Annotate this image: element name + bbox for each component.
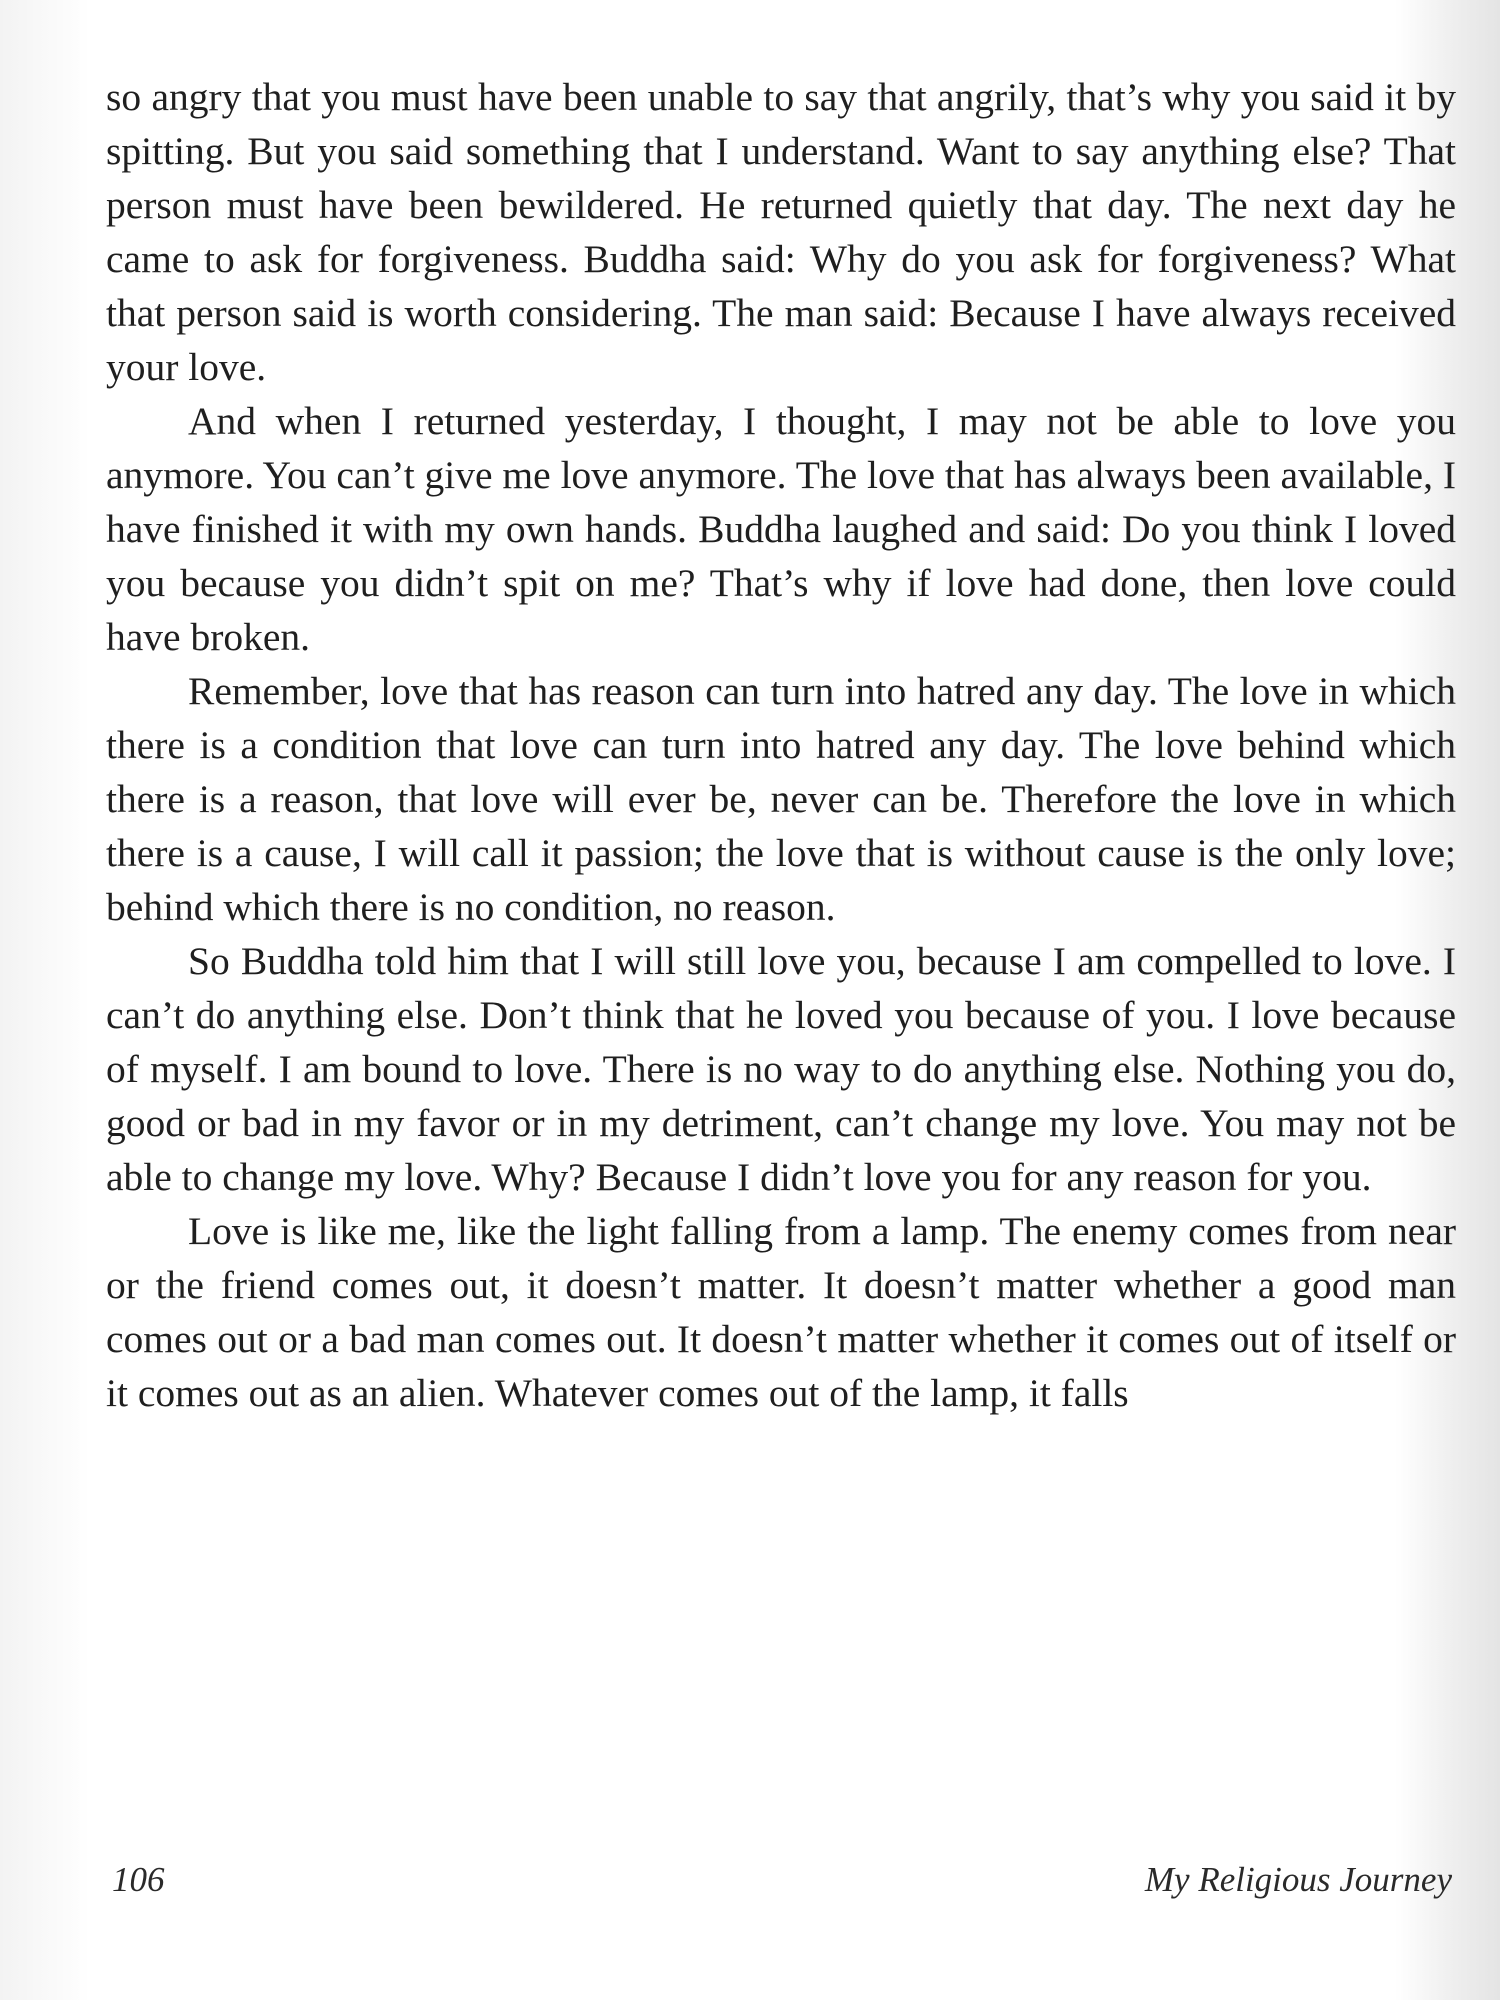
paragraph-5: Love is like me, like the light falling from a lamp. The enemy comes from near or the friend comes out, it doesn’t matter. It doesn’t matter whether a good man comes out or a bad man comes out. It doesn’t matter whether it comes out of itself or it comes out as an alien. Whatever comes out of the lamp, it falls: [106, 1209, 1456, 1415]
paragraph-1: so angry that you must have been unable to say that angrily, that’s why you said it by spitting. But you said something that I understand. Want to say anything else? That person must have been bewildered. He returned quietly that day. The next day he came to ask for forgiveness. Buddha said: Why do you ask for forgiveness? What that person said is worth considering. The man said: Because I have always received your love.: [106, 75, 1456, 389]
paragraph-2: And when I returned yesterday, I thought, I may not be able to love you anymore. You can’t give me love anymore. The love that has always been available, I have finished it with my own hands. Buddha laughed and said: Do you think I loved you because you didn’t spit on me? That’s why if love had done, then love could have broken.: [106, 399, 1456, 659]
running-title: My Religious Journey: [1144, 1860, 1452, 1899]
paragraph-3: Remember, love that has reason can turn into hatred any day. The love in which there is a condition that love can turn into hatred any day. The love behind which there is a reason, that love will ever be, never can be. Therefore the love in which there is a cause, I will call it passion; the love that is without cause is the only love; behind which there is no condition, no reason.: [106, 669, 1456, 929]
body-text: [106, 70, 1456, 1420]
page-number: 106: [112, 1860, 165, 1899]
paragraph-4: So Buddha told him that I will still love you, because I am compelled to love. I can’t do anything else. Don’t think that he loved you because of you. I love because of myself. I am bound to love. There is no way to do anything else. Nothing you do, good or bad in my favor or in my detriment, can’t change my love. You may not be able to change my love. Why? Because I didn’t love you for any reason for you.: [106, 939, 1456, 1199]
